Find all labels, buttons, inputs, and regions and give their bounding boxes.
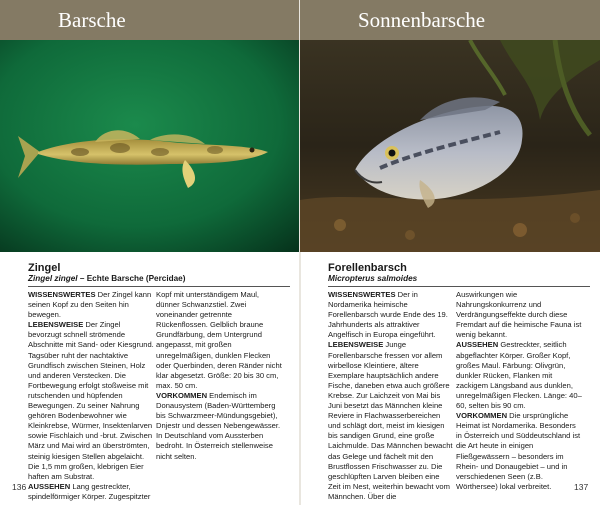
paragraph: AUSSEHEN Lang gestreckter, spindelförmiger Körper. Zugespitzter xyxy=(28,481,151,501)
section-title: Sonnenbarsche xyxy=(358,8,486,32)
page-number: 136 xyxy=(12,482,27,492)
title-rule xyxy=(28,286,290,287)
text-column-2 xyxy=(456,290,582,492)
family-name: – Echte Barsche (Percidae) xyxy=(77,274,186,283)
latin-name: Micropterus salmoides xyxy=(328,274,418,283)
paragraph: WISSENSWERTES Der in Nordamerika heimische Forellenbarsch wurde Ende des 19. Jahrhunderts als attraktiver Angelfisch in Europa eingeführt. xyxy=(328,290,448,340)
paragraph: LEBENSWEISE Junge Forellenbarsche fressen vor allem wirbellose Kleintiere, ältere Exemplare hauptsächlich andere Fische, daneben etwa auch größere Krebse. Zur Laichzeit von Mai bis Juni besetzt das Männchen kleine Reviere in Flachwasserbereichen und schlägt dort, meist im kiesigen bis sandigen Grund, eine große Laichmulde. Das Männchen bewacht das Gelege und fächelt mit den Brustflossen Frischwasser zu. Die geschlüpften Larven bleiben eine Zeit im Nest, weiterhin bewacht vom Männchen. Über die xyxy=(328,340,453,501)
zingel-illustration xyxy=(0,40,300,252)
page-number: 137 xyxy=(574,482,589,492)
section-header xyxy=(300,0,600,40)
title-rule xyxy=(328,286,590,287)
section-title: Barsche xyxy=(58,8,126,32)
latin-name: Zingel zingel xyxy=(28,274,78,283)
paragraph: VORKOMMEN Endemisch im Donausystem (Baden-Württemberg bis Schwarzmeer-Mündungsgebiet), Dnjestr und dessen Nebengewässer. In Deutschland vom Aussterben bedroht. In Österreich stellenweise nicht selten. xyxy=(156,390,281,461)
species-subtitle xyxy=(28,274,185,283)
paragraph: AUSSEHEN Gestreckter, seitlich abgeflachter Körper. Großer Kopf, großes Maul. Färbung: Olivgrün, dunkler Rücken, Flanken mit zackigem Längsband aus dunklen, unregelmäßigen Flecken. Länge: 40–60, selten bis 90 cm. xyxy=(456,340,582,411)
paragraph: Kopf mit unterständigem Maul, dünner Schwanzstiel. Zwei voneinander getrennte Rückenflossen. Gelblich braune Grundfärbung, dem Untergrund angepasst, mit großen unregelmäßigen, dunklen Flecken oder Querbinden, deren Ränder nicht klar abgesetzt. Größe: 20 bis 30 cm, max. 50 cm. xyxy=(156,290,282,390)
text-column-1 xyxy=(328,290,454,502)
paragraph: LEBENSWEISE Der Zingel bevorzugt schnell strömende Abschnitte mit Sand- oder Kiesgrund. Tagsüber ruht der nachtaktive Grundfisch zwischen Steinen, Holz und anderen Verstecken. Die Fortbewegung erfolgt stoßweise mit rutschenden und hüpfenden Bewegungen. Zu seiner Nahrung gehören Bodenbewohner wie Kleinkrebse, Würmer, Insektenlarven sowie Fischlaich und -brut. Zwischen März und Mai wird an überströmten, steinig kiesigen Stellen abgelaicht. Die 1,5 mm großen, klebrigen Eier haften am Substrat. xyxy=(28,320,154,481)
section-header xyxy=(0,0,300,40)
paragraph: VORKOMMEN Die ursprüngliche Heimat ist Nordamerika. Besonders in Österreich und Süddeutschland ist die Art heute in einigen Fließgewässern – besonders im Rhein- und Donaugebiet – und in verschiedenen Seen (z.B. Wörthersee) lokal verbreitet. xyxy=(456,411,581,491)
zingel-photo xyxy=(0,40,300,252)
forellenbarsch-illustration xyxy=(300,40,600,252)
paragraph: Auswirkungen wie Nahrungskonkurrenz und Verdrängungseffekte durch diese Fremdart auf die heimische Fauna ist wenig bekannt. xyxy=(456,290,582,340)
right-page xyxy=(300,0,600,505)
species-subtitle xyxy=(328,274,417,283)
species-name: Zingel xyxy=(28,262,61,274)
species-name: Forellenbarsch xyxy=(328,262,407,274)
text-column-2 xyxy=(156,290,282,462)
paragraph: WISSENSWERTES Der Zingel kann seinen Kopf zu den Seiten hin bewegen. xyxy=(28,290,152,320)
text-column-1 xyxy=(28,290,154,502)
forellenbarsch-photo xyxy=(300,40,600,252)
